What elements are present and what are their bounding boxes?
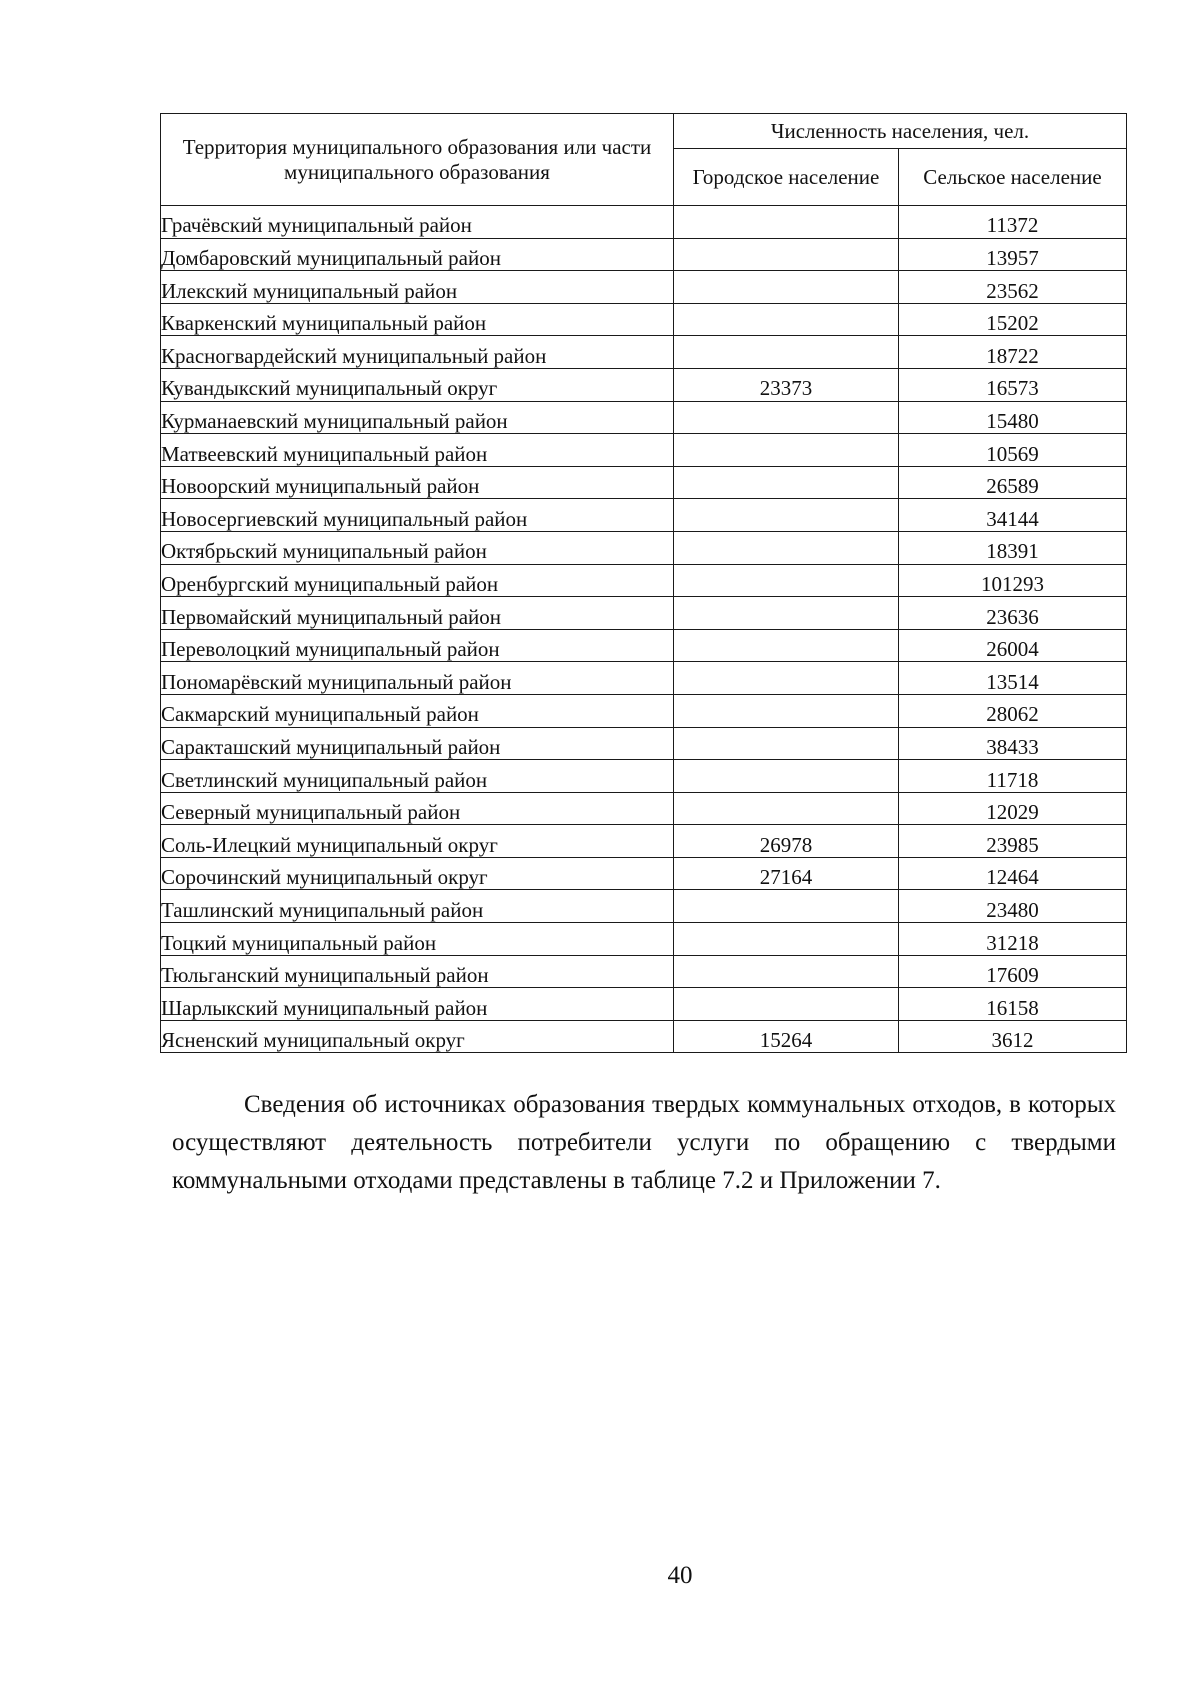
table-header — [161, 114, 1127, 206]
territory-name-cell: Переволоцкий муниципальный район — [161, 629, 674, 662]
territory-name-cell: Курманаевский муниципальный район — [161, 401, 674, 434]
table-row — [161, 988, 1127, 1021]
table-row — [161, 890, 1127, 923]
page-number: 40 — [667, 1562, 693, 1589]
urban-population-cell — [674, 303, 899, 336]
table-row — [161, 923, 1127, 956]
rural-population-cell: 17609 — [899, 955, 1127, 988]
table-row — [161, 662, 1127, 695]
territory-name-cell: Северный муниципальный район — [161, 792, 674, 825]
body-paragraph: Сведения об источниках образования твердых коммунальных отходов, в которых осуществляют деятельность потребители услуги по обращению с твердыми коммунальными отходами представлены в таблице 7.2 и Приложении 7. — [172, 1091, 1116, 1194]
table-row — [161, 629, 1127, 662]
table-body — [161, 206, 1127, 1053]
table-row — [161, 955, 1127, 988]
urban-population-cell — [674, 564, 899, 597]
urban-population-cell — [674, 238, 899, 271]
territory-name-cell: Новосергиевский муниципальный район — [161, 499, 674, 532]
table-row — [161, 857, 1127, 890]
territory-name-cell: Светлинский муниципальный район — [161, 760, 674, 793]
table-row — [161, 466, 1127, 499]
header-territory: Территория муниципального образования или части муниципального образования — [161, 114, 674, 206]
table-row — [161, 597, 1127, 630]
territory-name-cell: Соль-Илецкий муниципальный округ — [161, 825, 674, 858]
urban-population-cell — [674, 597, 899, 630]
rural-population-cell: 10569 — [899, 434, 1127, 467]
header-urban-population: Городское население — [674, 149, 899, 206]
table-row — [161, 792, 1127, 825]
territory-name-cell: Пономарёвский муниципальный район — [161, 662, 674, 695]
rural-population-cell: 3612 — [899, 1020, 1127, 1053]
urban-population-cell — [674, 694, 899, 727]
rural-population-cell: 23985 — [899, 825, 1127, 858]
table-row — [161, 825, 1127, 858]
table-row — [161, 303, 1127, 336]
urban-population-cell — [674, 760, 899, 793]
urban-population-cell — [674, 955, 899, 988]
urban-population-cell — [674, 792, 899, 825]
urban-population-cell: 26978 — [674, 825, 899, 858]
rural-population-cell: 23480 — [899, 890, 1127, 923]
territory-name-cell: Тюльганский муниципальный район — [161, 955, 674, 988]
territory-name-cell: Оренбургский муниципальный район — [161, 564, 674, 597]
territory-name-cell: Новоорский муниципальный район — [161, 466, 674, 499]
rural-population-cell: 23636 — [899, 597, 1127, 630]
table-row — [161, 1020, 1127, 1053]
territory-name-cell: Октябрьский муниципальный район — [161, 531, 674, 564]
table-row — [161, 694, 1127, 727]
urban-population-cell — [674, 336, 899, 369]
rural-population-cell: 26589 — [899, 466, 1127, 499]
header-rural-population: Сельское население — [899, 149, 1127, 206]
urban-population-cell — [674, 727, 899, 760]
rural-population-cell: 28062 — [899, 694, 1127, 727]
header-population-group: Численность населения, чел. — [674, 114, 1127, 149]
territory-name-cell: Домбаровский муниципальный район — [161, 238, 674, 271]
rural-population-cell: 31218 — [899, 923, 1127, 956]
urban-population-cell — [674, 499, 899, 532]
rural-population-cell: 101293 — [899, 564, 1127, 597]
urban-population-cell — [674, 923, 899, 956]
territory-name-cell: Илекский муниципальный район — [161, 271, 674, 304]
urban-population-cell: 23373 — [674, 368, 899, 401]
rural-population-cell: 11372 — [899, 206, 1127, 239]
rural-population-cell: 38433 — [899, 727, 1127, 760]
territory-name-cell: Красногвардейский муниципальный район — [161, 336, 674, 369]
territory-name-cell: Грачёвский муниципальный район — [161, 206, 674, 239]
urban-population-cell: 27164 — [674, 857, 899, 890]
urban-population-cell — [674, 662, 899, 695]
table-row — [161, 499, 1127, 532]
table-row — [161, 760, 1127, 793]
territory-name-cell: Саракташский муниципальный район — [161, 727, 674, 760]
territory-name-cell: Первомайский муниципальный район — [161, 597, 674, 630]
territory-name-cell: Сорочинский муниципальный округ — [161, 857, 674, 890]
urban-population-cell — [674, 401, 899, 434]
rural-population-cell: 23562 — [899, 271, 1127, 304]
territory-name-cell: Кваркенский муниципальный район — [161, 303, 674, 336]
territory-name-cell: Тоцкий муниципальный район — [161, 923, 674, 956]
urban-population-cell — [674, 466, 899, 499]
territory-name-cell: Матвеевский муниципальный район — [161, 434, 674, 467]
table-row — [161, 206, 1127, 239]
rural-population-cell: 11718 — [899, 760, 1127, 793]
rural-population-cell: 15202 — [899, 303, 1127, 336]
urban-population-cell — [674, 271, 899, 304]
rural-population-cell: 15480 — [899, 401, 1127, 434]
rural-population-cell: 12464 — [899, 857, 1127, 890]
urban-population-cell — [674, 629, 899, 662]
table-row — [161, 401, 1127, 434]
table-row — [161, 271, 1127, 304]
rural-population-cell: 13514 — [899, 662, 1127, 695]
rural-population-cell: 12029 — [899, 792, 1127, 825]
territory-name-cell: Сакмарский муниципальный район — [161, 694, 674, 727]
rural-population-cell: 13957 — [899, 238, 1127, 271]
urban-population-cell — [674, 434, 899, 467]
territory-name-cell: Ташлинский муниципальный район — [161, 890, 674, 923]
urban-population-cell — [674, 206, 899, 239]
rural-population-cell: 16158 — [899, 988, 1127, 1021]
territory-name-cell: Кувандыкский муниципальный округ — [161, 368, 674, 401]
table-row — [161, 564, 1127, 597]
table-row — [161, 727, 1127, 760]
table-row — [161, 238, 1127, 271]
urban-population-cell — [674, 988, 899, 1021]
territory-name-cell: Ясненский муниципальный округ — [161, 1020, 674, 1053]
rural-population-cell: 16573 — [899, 368, 1127, 401]
urban-population-cell — [674, 531, 899, 564]
population-table — [160, 113, 1127, 1053]
rural-population-cell: 26004 — [899, 629, 1127, 662]
urban-population-cell: 15264 — [674, 1020, 899, 1053]
rural-population-cell: 34144 — [899, 499, 1127, 532]
rural-population-cell: 18722 — [899, 336, 1127, 369]
table-row — [161, 368, 1127, 401]
table-row — [161, 336, 1127, 369]
urban-population-cell — [674, 890, 899, 923]
table-row — [161, 434, 1127, 467]
table-row — [161, 531, 1127, 564]
territory-name-cell: Шарлыкский муниципальный район — [161, 988, 674, 1021]
rural-population-cell: 18391 — [899, 531, 1127, 564]
